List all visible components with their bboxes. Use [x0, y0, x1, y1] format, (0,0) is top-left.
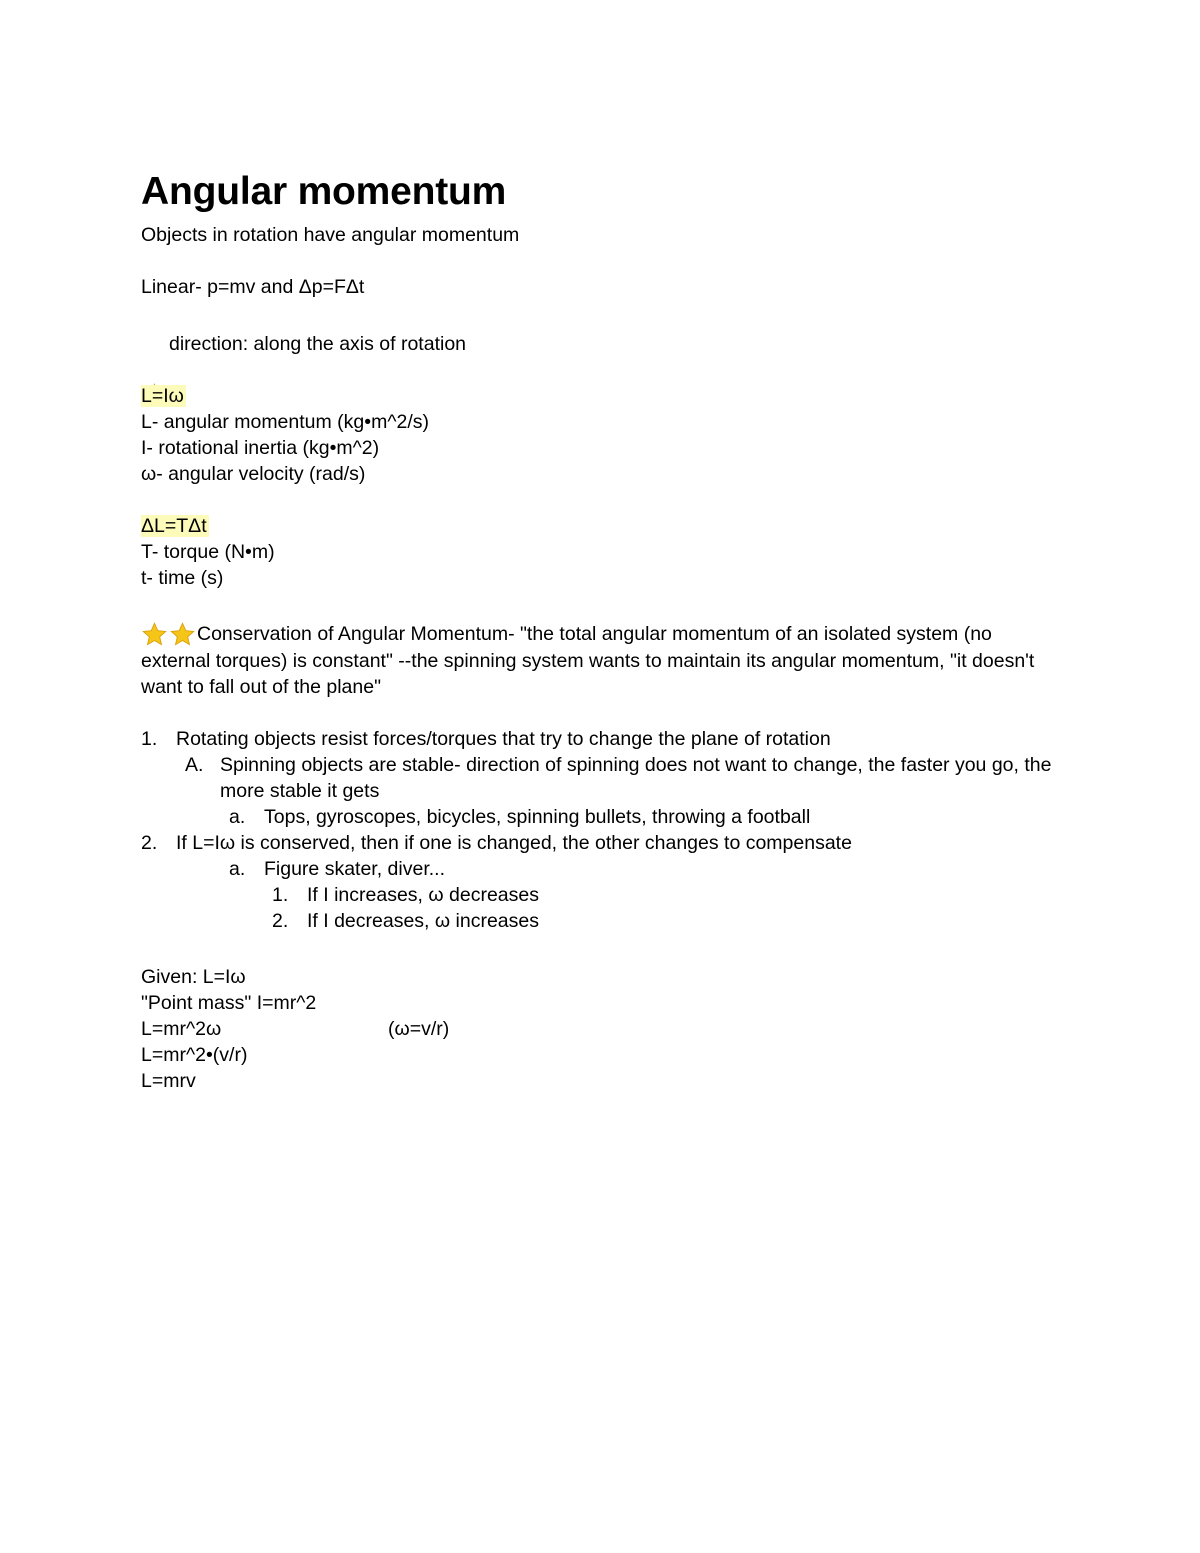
- list-item: [141, 804, 1061, 830]
- list-marker: 2.: [272, 910, 289, 933]
- list-marker: 2.: [141, 832, 158, 855]
- direction-line: [141, 330, 1061, 357]
- list-item-text: If L=Iω is conserved, then if one is changed, the other changes to compensate: [176, 832, 852, 855]
- list-marker: 1.: [272, 884, 289, 907]
- list-item: [141, 882, 1061, 908]
- list-item: [141, 726, 1061, 752]
- concept-list: [141, 726, 1061, 934]
- star-icon: [141, 330, 168, 357]
- list-item-text: Tops, gyroscopes, bicycles, spinning bullets, throwing a football: [264, 806, 811, 829]
- conservation-text: Conservation of Angular Momentum- "the total angular momentum of an isolated system (no external torques) is constant" --the spinning system wants to maintain its angular momentum, "it doesn't want to fall out of the plane": [141, 623, 1035, 699]
- derivation-note: (ω=v/r): [388, 1018, 450, 1041]
- list-marker: 1.: [141, 728, 158, 751]
- page-title: Angular momentum: [141, 170, 507, 213]
- star-icon: [169, 621, 196, 648]
- spacer: [141, 300, 1061, 330]
- star-icon: [141, 621, 168, 648]
- document-page: [141, 168, 1061, 1094]
- list-marker: a.: [229, 806, 246, 829]
- spacer: [141, 591, 1061, 621]
- direction-text: direction: along the axis of rotation: [169, 332, 467, 355]
- spacer: [141, 934, 1061, 964]
- definition-line: I- rotational inertia (kg•m^2): [141, 437, 380, 459]
- list-marker: a.: [229, 858, 246, 881]
- list-marker: A.: [185, 754, 204, 777]
- definition-line: t- time (s): [141, 567, 224, 589]
- spacer: [141, 700, 1061, 726]
- linear-momentum-text: Linear- p=mv and Δp=FΔt: [141, 276, 365, 298]
- list-item: [141, 856, 1061, 882]
- spacer: [141, 357, 1061, 383]
- list-item-text: Spinning objects are stable- direction of spinning does not want to change, the faster you go, the more stable it gets: [220, 754, 1052, 803]
- spacer: [141, 248, 1061, 274]
- conservation-paragraph: [141, 621, 1061, 700]
- definition-line: T- torque (N•m): [141, 541, 275, 563]
- derivation-step: L=mr^2•(v/r): [141, 1044, 248, 1067]
- list-item-text: Figure skater, diver...: [264, 858, 445, 881]
- intro-text: Objects in rotation have angular momentum: [141, 224, 520, 246]
- list-item: [141, 752, 1061, 804]
- derivation-point-mass: "Point mass" I=mr^2: [141, 992, 317, 1015]
- list-item-text: Rotating objects resist forces/torques that try to change the plane of rotation: [176, 728, 831, 751]
- formula-angular-impulse: ΔL=TΔt: [141, 515, 207, 537]
- definition-line: ω- angular velocity (rad/s): [141, 463, 366, 485]
- definition-line: L- angular momentum (kg•m^2/s): [141, 411, 429, 433]
- formula-angular-momentum: L=Iω: [141, 385, 184, 407]
- list-item-text: If I increases, ω decreases: [307, 884, 539, 907]
- derivation-given: Given: L=Iω: [141, 966, 246, 989]
- list-item-text: If I decreases, ω increases: [307, 910, 539, 933]
- derivation-step-row: [141, 1016, 1061, 1042]
- list-item: [141, 830, 1061, 856]
- spacer: [141, 487, 1061, 513]
- derivation-step: L=mr^2ω: [141, 1018, 222, 1041]
- list-item: [141, 908, 1061, 934]
- derivation-result: L=mrv: [141, 1070, 196, 1093]
